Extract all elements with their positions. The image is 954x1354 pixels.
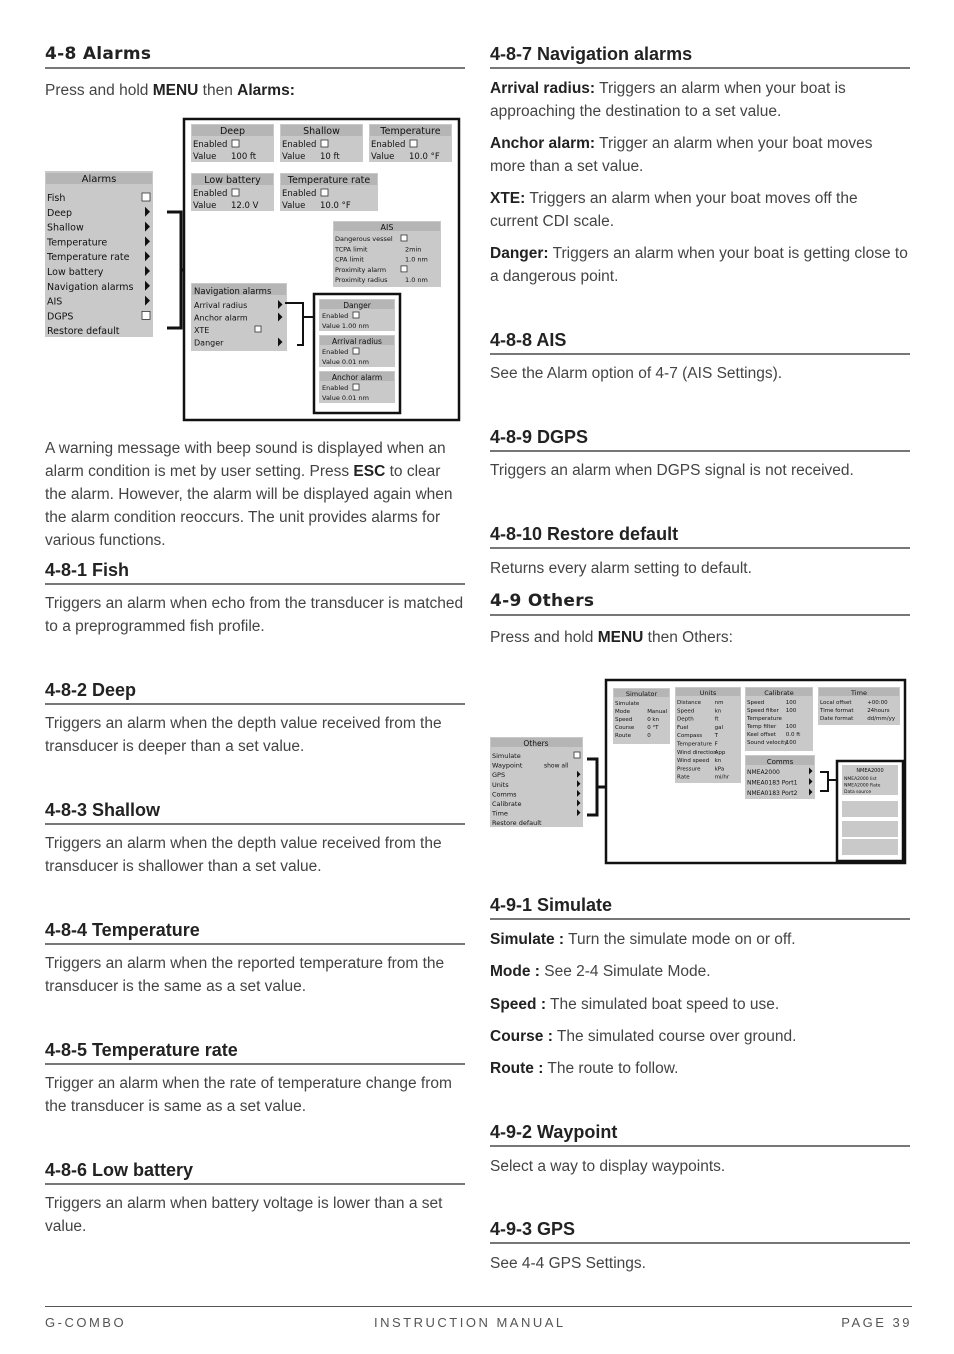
simulator-panel-row: Mode bbox=[615, 709, 630, 715]
esc-key-text: ESC bbox=[353, 463, 386, 480]
section-text-waypoint: Select a way to display waypoints. bbox=[490, 1158, 726, 1175]
section-text-deep: Triggers an alarm when the depth value received from the transducer is deeper than a set value. bbox=[45, 715, 442, 755]
calibrate-panel-row: Keel offset bbox=[747, 732, 776, 738]
section-text-restore-default: Returns every alarm setting to default. bbox=[490, 560, 752, 577]
low-battery-box-value-label: Value bbox=[193, 201, 217, 211]
section-heading-shallow: 4-8-3 Shallow bbox=[45, 800, 465, 825]
units-panel-value: kn bbox=[714, 708, 722, 715]
nav-item-xte: XTE: Triggers an alarm when your boat moves off the current CDI scale. bbox=[490, 190, 858, 230]
calibrate-panel-title: Calibrate bbox=[764, 689, 794, 697]
checkbox-icon bbox=[401, 266, 407, 272]
units-panel-value: ft bbox=[714, 716, 719, 723]
alarms-menu-item: DGPS bbox=[47, 311, 74, 323]
danger-stack-title: Anchor alarm bbox=[331, 373, 383, 382]
alarms-key-text: Alarms: bbox=[237, 82, 295, 99]
footer-page-number: PAGE 39 bbox=[841, 1315, 912, 1330]
simulate-item-simulate: Simulate : Turn the simulate mode on or off. bbox=[490, 931, 796, 948]
others-menu-diagram bbox=[490, 677, 908, 865]
others-intro: Press and hold MENU then Others: bbox=[490, 629, 733, 646]
time-panel-row: Time format bbox=[820, 708, 854, 714]
section-heading-simulate: 4-9-1 Simulate bbox=[490, 895, 910, 920]
danger-stack-value: Value 0.01 nm bbox=[322, 394, 369, 402]
units-panel-row: Distance bbox=[677, 700, 702, 706]
alarms-menu-item: Restore default bbox=[47, 326, 120, 338]
navigation-alarms-item: Danger bbox=[194, 338, 224, 348]
page-footer bbox=[45, 1306, 912, 1336]
alarms-menu-panel bbox=[45, 171, 153, 337]
nav-item-anchor: Anchor alarm: Trigger an alarm when your boat moves more than a set value. bbox=[490, 135, 873, 175]
temperature-box-enabled-label: Enabled bbox=[371, 140, 406, 150]
checkbox-icon bbox=[353, 312, 359, 318]
calibrate-panel-value: 100 bbox=[785, 700, 797, 706]
time-panel-value: 24hours bbox=[867, 708, 890, 714]
units-panel-row: Wind direction bbox=[677, 749, 717, 756]
alarms-menu-item: Navigation alarms bbox=[47, 281, 134, 293]
section-heading-temperature: 4-8-4 Temperature bbox=[45, 920, 465, 945]
temperature-rate-box-enabled-label: Enabled bbox=[282, 189, 317, 199]
low-battery-box-value: 12.0 V bbox=[231, 201, 259, 211]
simulate-item-mode: Mode : See 2-4 Simulate Mode. bbox=[490, 963, 711, 980]
alarms-menu-item: AIS bbox=[47, 296, 63, 308]
shallow-box-title: Shallow bbox=[303, 126, 340, 137]
alarms-menu-item: Shallow bbox=[47, 222, 84, 234]
alarms-menu-item: Deep bbox=[47, 207, 73, 219]
units-panel-row: Compass bbox=[677, 733, 703, 740]
checkbox-icon bbox=[401, 235, 407, 241]
navigation-alarms-title: Navigation alarms bbox=[194, 287, 272, 297]
danger-stack-enabled: Enabled bbox=[322, 312, 349, 320]
checkbox-icon bbox=[321, 140, 328, 147]
simulator-panel-value: 0 bbox=[647, 733, 651, 739]
checkbox-icon bbox=[142, 311, 150, 319]
units-panel-row: Speed bbox=[677, 708, 695, 715]
units-panel-title: Units bbox=[699, 689, 717, 697]
simulator-panel-value: 0 °T bbox=[647, 725, 659, 731]
others-menu-item: GPS bbox=[492, 771, 506, 780]
navigation-alarms-item: XTE bbox=[194, 326, 210, 335]
temperature-box-value-label: Value bbox=[371, 152, 395, 162]
danger-stack-title: Danger bbox=[343, 301, 371, 310]
checkbox-icon bbox=[232, 189, 239, 196]
shallow-box-enabled-label: Enabled bbox=[282, 140, 317, 150]
checkbox-icon bbox=[255, 326, 261, 332]
alarms-menu-item: Low battery bbox=[47, 267, 104, 278]
warning-paragraph: A warning message with beep sound is displayed when an alarm condition is met by user setting. Press ESC to clear the alarm. However, the alarm will be displayed again when the alarm condition reoccurs. The unit provides alarms for various functions. bbox=[45, 440, 453, 549]
calibrate-panel-value: 100 bbox=[785, 740, 797, 746]
section-text-ais: See the Alarm option of 4-7 (AIS Settings). bbox=[490, 365, 783, 382]
nmea-subpanel bbox=[842, 821, 898, 837]
deep-box-title: Deep bbox=[219, 126, 246, 137]
section-heading-deep: 4-8-2 Deep bbox=[45, 680, 465, 705]
ais-panel-row: Proximity radius bbox=[335, 276, 388, 285]
simulate-item-route: Route : The route to follow. bbox=[490, 1060, 679, 1077]
simulator-panel-title: Simulator bbox=[625, 690, 658, 698]
others-menu-title: Others bbox=[523, 739, 549, 748]
calibrate-panel-row: Speed bbox=[747, 700, 765, 706]
others-menu-item: Waypoint bbox=[492, 761, 523, 770]
temperature-rate-box-value-label: Value bbox=[282, 201, 306, 211]
others-menu-item: Simulate bbox=[492, 752, 521, 760]
waypoint-value: show all bbox=[544, 762, 569, 770]
units-panel-value: kPa bbox=[714, 766, 725, 773]
deep-box-value: 100 ft bbox=[231, 152, 257, 162]
alarms-intro: Press and hold MENU then Alarms: bbox=[45, 82, 295, 99]
section-text-fish: Triggers an alarm when echo from the transducer is matched to a preprogrammed fish profile. bbox=[45, 595, 464, 635]
temperature-box-title: Temperature bbox=[380, 126, 441, 137]
others-menu-item: Restore default bbox=[492, 819, 542, 828]
menu-key-text: MENU bbox=[597, 629, 644, 646]
others-menu-item: Calibrate bbox=[492, 800, 522, 808]
deep-box-value-label: Value bbox=[193, 152, 217, 162]
others-connector bbox=[587, 759, 606, 815]
temperature-rate-box-title: Temperature rate bbox=[287, 175, 371, 186]
navigation-alarms-item: Arrival radius bbox=[194, 301, 248, 310]
simulator-panel-row: Course bbox=[615, 725, 635, 731]
units-panel-value: nm bbox=[714, 700, 724, 706]
nav-item-danger: Danger: Triggers an alarm when your boat is getting close to a dangerous point. bbox=[490, 245, 908, 285]
section-text-temperature-rate: Trigger an alarm when the rate of temperature change from the transducer is same as a set value. bbox=[45, 1075, 452, 1115]
danger-stack-title: Arrival radius bbox=[332, 337, 382, 346]
footer-manual: INSTRUCTION MANUAL bbox=[374, 1315, 566, 1330]
nav-item-arrival: Arrival radius: Triggers an alarm when your boat is approaching the destination to a set value. bbox=[490, 80, 846, 120]
danger-stack-enabled: Enabled bbox=[322, 348, 349, 356]
calibrate-panel-row: Temp filter bbox=[747, 724, 777, 730]
units-panel-value: gal bbox=[714, 724, 723, 731]
units-panel-value: App bbox=[714, 749, 726, 756]
shallow-box-value-label: Value bbox=[282, 152, 306, 162]
section-heading-low-battery: 4-8-6 Low battery bbox=[45, 1160, 465, 1185]
checkbox-icon bbox=[353, 348, 359, 354]
units-panel-row: Rate bbox=[677, 774, 690, 781]
low-battery-box-enabled-label: Enabled bbox=[193, 189, 228, 199]
calibrate-panel-row: Temperature bbox=[747, 716, 782, 722]
alarms-menu-title: Alarms bbox=[81, 174, 117, 185]
alarms-menu-item: Fish bbox=[47, 193, 66, 204]
section-text-temperature: Triggers an alarm when the reported temperature from the transducer is the same as a set value. bbox=[45, 955, 445, 995]
calibrate-panel-value: 0.0 ft bbox=[785, 732, 801, 738]
units-panel-row: Temperature bbox=[677, 741, 712, 748]
simulator-panel-row: Route bbox=[615, 733, 631, 739]
nmea-panel-row: Data source bbox=[844, 790, 872, 795]
nmea-subpanel bbox=[842, 839, 898, 855]
units-panel-row: Fuel bbox=[677, 724, 689, 731]
checkbox-icon bbox=[321, 189, 328, 196]
ais-panel-row: Proximity alarm bbox=[335, 265, 387, 274]
comms-panel-item: NMEA2000 bbox=[747, 769, 780, 776]
deep-box-enabled-label: Enabled bbox=[193, 140, 228, 150]
footer-product: G-COMBO bbox=[45, 1315, 127, 1330]
time-panel-value: dd/mm/yy bbox=[867, 716, 896, 722]
menu-key-text: MENU bbox=[152, 82, 199, 99]
others-menu-item: Comms bbox=[492, 790, 517, 799]
temperature-box-value: 10.0 °F bbox=[409, 152, 440, 162]
nmea-panel-title: NMEA2000 bbox=[856, 768, 884, 774]
simulate-item-course: Course : The simulated course over ground. bbox=[490, 1028, 797, 1045]
nmea-subpanel bbox=[842, 801, 898, 817]
nmea-panel-row: NMEA2000 Rate bbox=[844, 783, 881, 789]
section-text-low-battery: Triggers an alarm when battery voltage is lower than a set value. bbox=[45, 1195, 443, 1235]
calibrate-panel-value: 100 bbox=[785, 724, 797, 730]
calibrate-panel-row: Sound velocity bbox=[747, 740, 788, 746]
comms-panel-item: NMEA0183 Port2 bbox=[747, 790, 798, 797]
time-panel-value: +00:00 bbox=[867, 700, 888, 706]
section-heading-navigation-alarms: 4-8-7 Navigation alarms bbox=[490, 44, 910, 69]
shallow-box-value: 10 ft bbox=[320, 152, 340, 162]
units-panel-value: kn bbox=[714, 758, 722, 765]
ais-panel-value: 1.0 nm bbox=[405, 255, 428, 264]
others-menu-item: Units bbox=[492, 780, 509, 789]
section-heading-others: 4-9 Others bbox=[490, 591, 910, 616]
units-panel-value: T bbox=[714, 733, 718, 740]
section-heading-waypoint: 4-9-2 Waypoint bbox=[490, 1122, 910, 1147]
calibrate-panel-value: 100 bbox=[785, 708, 797, 714]
checkbox-icon bbox=[353, 384, 359, 390]
simulator-panel-row: Simulate bbox=[615, 701, 640, 707]
ais-panel-row: TCPA limit bbox=[335, 245, 368, 254]
section-heading-dgps: 4-8-9 DGPS bbox=[490, 427, 910, 452]
section-heading-gps: 4-9-3 GPS bbox=[490, 1219, 910, 1244]
checkbox-icon bbox=[142, 193, 150, 201]
temperature-rate-box-value: 10.0 °F bbox=[320, 201, 351, 211]
section-text-dgps: Triggers an alarm when DGPS signal is not received. bbox=[490, 462, 854, 479]
simulator-panel-value: Manual bbox=[647, 709, 668, 715]
ais-panel-title: AIS bbox=[380, 223, 394, 232]
section-heading-fish: 4-8-1 Fish bbox=[45, 560, 465, 585]
low-battery-box-title: Low battery bbox=[204, 175, 261, 186]
simulate-item-speed: Speed : The simulated boat speed to use. bbox=[490, 996, 780, 1013]
section-heading-alarms: 4-8 Alarms bbox=[45, 44, 465, 69]
others-menu-panel bbox=[490, 737, 583, 827]
danger-stack-value: Value 1.00 nm bbox=[322, 322, 369, 330]
ais-panel-row: CPA limit bbox=[335, 255, 364, 264]
section-heading-restore-default: 4-8-10 Restore default bbox=[490, 524, 910, 549]
others-menu-item: Time bbox=[492, 809, 508, 818]
danger-stack-enabled: Enabled bbox=[322, 384, 349, 392]
danger-stack-value: Value 0.01 nm bbox=[322, 358, 369, 366]
calibrate-panel-row: Speed filter bbox=[747, 708, 779, 714]
section-text-shallow: Triggers an alarm when the depth value received from the transducer is shallower than a set value. bbox=[45, 835, 442, 875]
ais-panel-value: 2min bbox=[405, 245, 422, 254]
comms-panel-item: NMEA0183 Port1 bbox=[747, 779, 798, 787]
units-panel-row: Pressure bbox=[677, 766, 701, 773]
comms-panel-title: Comms bbox=[766, 758, 794, 766]
time-panel-title: Time bbox=[851, 689, 867, 697]
ais-panel-row: Dangerous vessel bbox=[335, 235, 393, 243]
alarms-menu-item: Temperature bbox=[47, 237, 108, 249]
section-heading-ais: 4-8-8 AIS bbox=[490, 330, 910, 355]
simulator-panel-value: 0 kn bbox=[647, 717, 660, 723]
units-panel-row: Depth bbox=[677, 716, 694, 723]
nmea-panel-row: NMEA2000 list bbox=[844, 777, 877, 782]
units-panel-value: mi/hr bbox=[714, 774, 730, 781]
time-panel-row: Local offset bbox=[820, 700, 852, 706]
section-text-gps: See 4-4 GPS Settings. bbox=[490, 1255, 646, 1272]
alarm-menu-diagram bbox=[45, 117, 463, 423]
section-heading-temperature-rate: 4-8-5 Temperature rate bbox=[45, 1040, 465, 1065]
units-panel-row: Wind speed bbox=[677, 758, 710, 765]
time-panel-row: Date format bbox=[820, 716, 854, 722]
checkbox-icon bbox=[410, 140, 417, 147]
navigation-alarms-item: Anchor alarm bbox=[194, 313, 248, 323]
checkbox-icon bbox=[574, 752, 580, 758]
units-panel-value: F bbox=[714, 741, 718, 748]
checkbox-icon bbox=[232, 140, 239, 147]
simulator-panel-row: Speed bbox=[615, 717, 633, 723]
ais-panel-value: 1.0 nm bbox=[405, 276, 428, 285]
alarms-menu-item: Temperature rate bbox=[47, 252, 130, 264]
